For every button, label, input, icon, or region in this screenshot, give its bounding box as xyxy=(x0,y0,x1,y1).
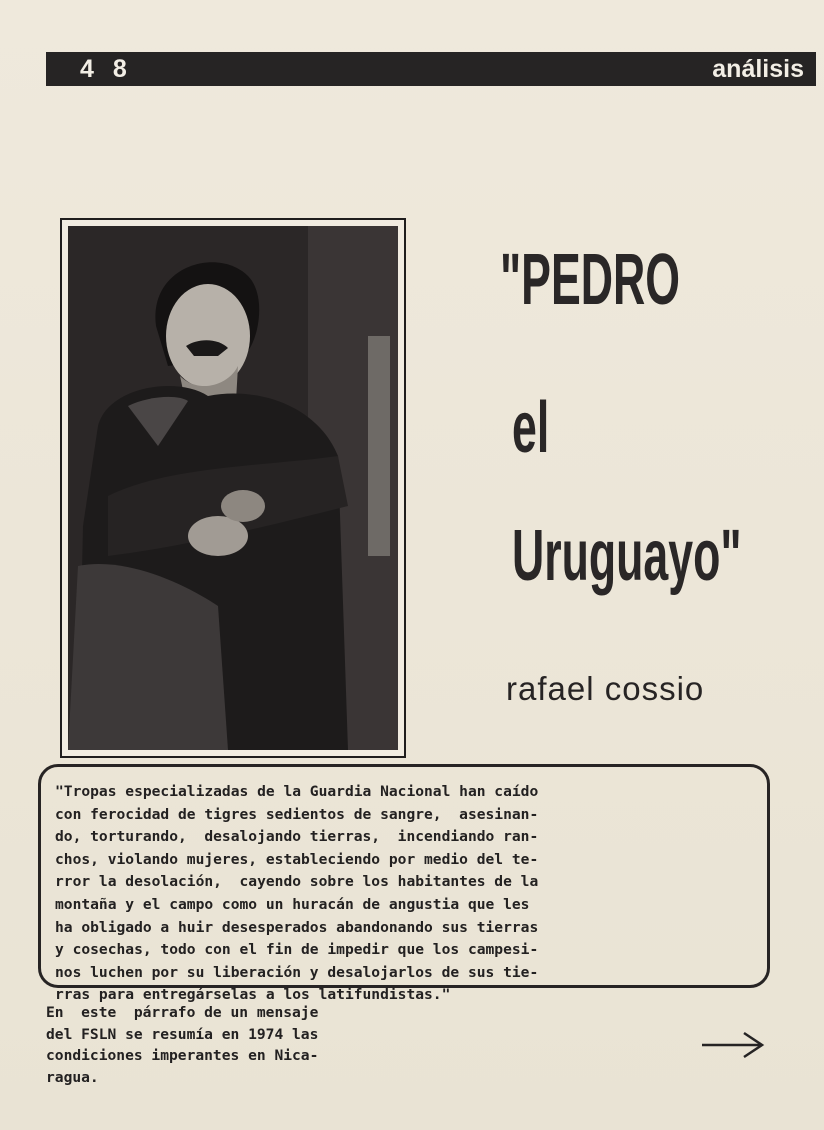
quote-line: montaña y el campo como un huracán de angustia que les xyxy=(55,895,530,913)
quote-line: rras para entregárselas a los latifundistas." xyxy=(55,986,451,1004)
quote-line: rror la desolación, cayendo sobre los habitantes de la xyxy=(55,873,539,891)
section-label: análisis xyxy=(712,55,804,83)
caption-line: del FSLN se resumía en 1974 las xyxy=(46,1025,319,1043)
article-title-line-1: "PEDRO xyxy=(500,240,680,320)
quote-line: "Tropas especializadas de la Guardia Nacional han caído xyxy=(55,783,539,800)
arrow-right-icon xyxy=(700,1030,766,1060)
quote-line: con ferocidad de tigres sedientos de sangre, asesinan- xyxy=(55,805,539,823)
article-title-line-2: el xyxy=(512,388,550,468)
page-number: 4 8 xyxy=(80,55,133,83)
quote-text xyxy=(55,781,755,1007)
caption xyxy=(46,1002,416,1088)
portrait-illustration xyxy=(68,226,398,750)
caption-line: En este párrafo de un mensaje xyxy=(46,1004,319,1021)
caption-line: ragua. xyxy=(46,1068,99,1086)
article-author: rafael cossio xyxy=(506,670,705,707)
caption-line: condiciones imperantes en Nica- xyxy=(46,1047,319,1064)
quote-line: ha obligado a huir desesperados abandonando sus tierras xyxy=(55,918,539,936)
portrait-photo xyxy=(68,226,398,750)
quote-box xyxy=(38,764,770,1004)
header-bar xyxy=(46,52,816,86)
photo-frame xyxy=(60,218,406,758)
quote-line: chos, violando mujeres, estableciendo por medio del te- xyxy=(55,850,539,868)
quote-line: nos luchen por su liberación y desalojarlos de sus tie- xyxy=(55,963,539,981)
quote-line: do, torturando, desalojando tierras, incendiando ran- xyxy=(55,828,539,846)
quote-line: y cosechas, todo con el fin de impedir que los campesi- xyxy=(55,941,539,959)
article-title-line-3: Uruguayo" xyxy=(512,516,742,596)
